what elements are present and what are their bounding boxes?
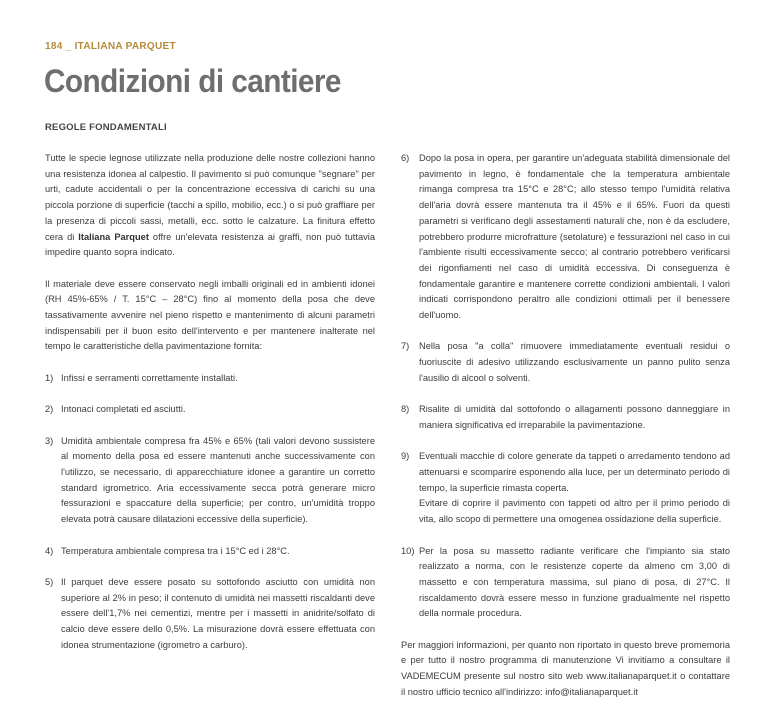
list-item [401,151,730,324]
list-item-number: 1) [45,372,54,383]
left-column [45,151,375,669]
list-item-text: Infissi e serramenti correttamente installati. [61,372,238,383]
list-item-number: 7) [401,341,410,352]
list-item-text: Il parquet deve essere posato su sottofondo asciutto con umidità non superiore al 2% in peso; il contenuto di umidità nei massetti riscaldanti deve essere dell'1,7% nei cementizi, mentre per i massetti in anidrite/solfato di calcio deve essere dello 0,5%. La misurazione dovrà essere effettuata con idonea strumentazione (igrometro a carburo). [61,576,375,650]
intro-text-end: offre un'elevata resistenza ai graffi, non può tuttavia impedire quanto sopra indicato. [45,231,376,258]
list-item-number: 2) [45,404,54,415]
material-paragraph: Il materiale deve essere conservato negli imballi originali ed in ambienti idonei (RH 45%-65% / T. 15°C – 28°C) fino al momento della posa che deve tassativamente avvenire nel pieno rispetto e mantenimento di alcuni parametri indispensabili per il buon esito dell'intervento e per mantenere inalterate nel tempo le caratteristiche della pavimentazione fornita: [45,278,375,352]
list-item [401,544,730,623]
list-item-text: Intonaci completati ed asciutti. [61,404,186,415]
list-item-number: 5) [45,576,54,587]
list-item-number: 10) [401,545,415,556]
running-head: 184 _ ITALIANA PARQUET [45,41,176,52]
list-item-text: Dopo la posa in opera, per garantire un'adeguata stabilità dimensionale del pavimento in legno, è fondamentale che la temperatura ambientale rimanga compresa tra 15°C e 28°C; allo stesso tempo l'umidità relativa dell'aria dovrà essere mantenuta tra il 45% e il 65%. Fuori da questi parametri si verificano degli assestamenti naturali che, non è da escludere, potrebbero produrre microfratture (setolature) e fessurazioni nel caso in cui l'ambiente risulti eccessivamente secco; al contrario potrebbero verificarsi dei rigonfiamenti nel caso di umidità eccessiva. Di conseguenza è fondamentale garantire e mantenere corrette condizioni ambientali. I valori indicati corrispondono peraltro alle condizioni ottimali per il benessere dell'uomo. [419,153,730,321]
list-item [401,402,730,433]
list-item-text: Nella posa "a colla" rimuovere immediatamente eventuali residui o fuoriuscite di adesivo utilizzando esclusivamente un panno pulito senza l'ausilio di alcool o solventi. [419,341,730,383]
brand-name: Italiana Parquet [78,231,149,242]
list-item-text: Eventuali macchie di colore generate da tappeti o arredamento tendono ad attenuarsi e scomparire esponendo alla luce, per un determinato periodo di tempo, la superficie rimasta coperta. [419,451,730,493]
intro-paragraph [45,151,375,261]
list-item-text: Per la posa su massetto radiante verificare che l'impianto sia stato realizzato a norma, con le resistenze coperte da almeno cm 3,00 di massetto e con temperatura massima, sul piano di posa, di 27°C. Il riscaldamento dovrà essere messo in funzione gradualmente nel rispetto della normale procedura. [419,545,730,619]
list-item [45,402,375,418]
section-subtitle: REGOLE FONDAMENTALI [45,122,167,133]
list-item [45,544,375,560]
list-item-number: 6) [401,153,410,163]
page-title: Condizioni di cantiere [44,63,341,99]
list-item-text-block [419,449,730,528]
list-item-text: Risalite di umidità dal sottofondo o allagamenti possono danneggiare in maniera significativa ed irreparabile la pavimentazione. [419,404,730,430]
list-item-number: 3) [45,435,54,446]
list-item [45,575,375,654]
list-item-text: Umidità ambientale compresa fra 45% e 65% (tali valori devono sussistere al momento della posa ed essere mantenuti anche successivamente con l'utilizzo, se necessario, di apparecchiature idonee a garantire un corretto standard igrometrico. Aria eccessivamente secca potrà generare micro fessurazioni e spaccature della superficie; per contro, un'umidità troppo elevata potrà causare dilatazioni eccessive della superficie). [61,435,375,525]
list-item-text: Temperatura ambientale compresa tra i 15°C ed i 28°C. [61,545,290,556]
right-column [401,151,730,716]
list-item-number: 4) [45,545,54,556]
closing-paragraph: Per maggiori informazioni, per quanto non riportato in questo breve promemoria e per tutto il nostro programma di manutenzione Vi invitiamo a consultare il VADEMECUM presente sul nostro sito web www.italianaparquet.it o contattare il nostro ufficio tecnico all'indirizzo: info@italianaparquet.it [401,639,730,697]
list-item-number: 8) [401,404,410,415]
list-item [45,371,375,387]
list-item-number: 9) [401,451,410,462]
list-item [401,449,730,528]
list-item [45,434,375,528]
list-item [401,339,730,386]
list-item-text-continued: Evitare di coprire il pavimento con tappeti od altro per il primo periodo di vita, allo scopo di permettere una omogenea ossidazione della superficie. [419,498,730,525]
intro-text-start: Tutte le specie legnose utilizzate nella produzione delle nostre collezioni hanno una resistenza idonea al calpestio. Il pavimento si può comunque "segnare" per urti, cadute accidentali o per la concentrazione eccessiva di carichi su una piccola porzione di superficie (tacchi a spillo, mobilio, ecc.) o si può graffiare per la presenza di piccoli sassi, metalli, ecc. sotto le calzature. La finitura effetto cera di [45,153,375,242]
